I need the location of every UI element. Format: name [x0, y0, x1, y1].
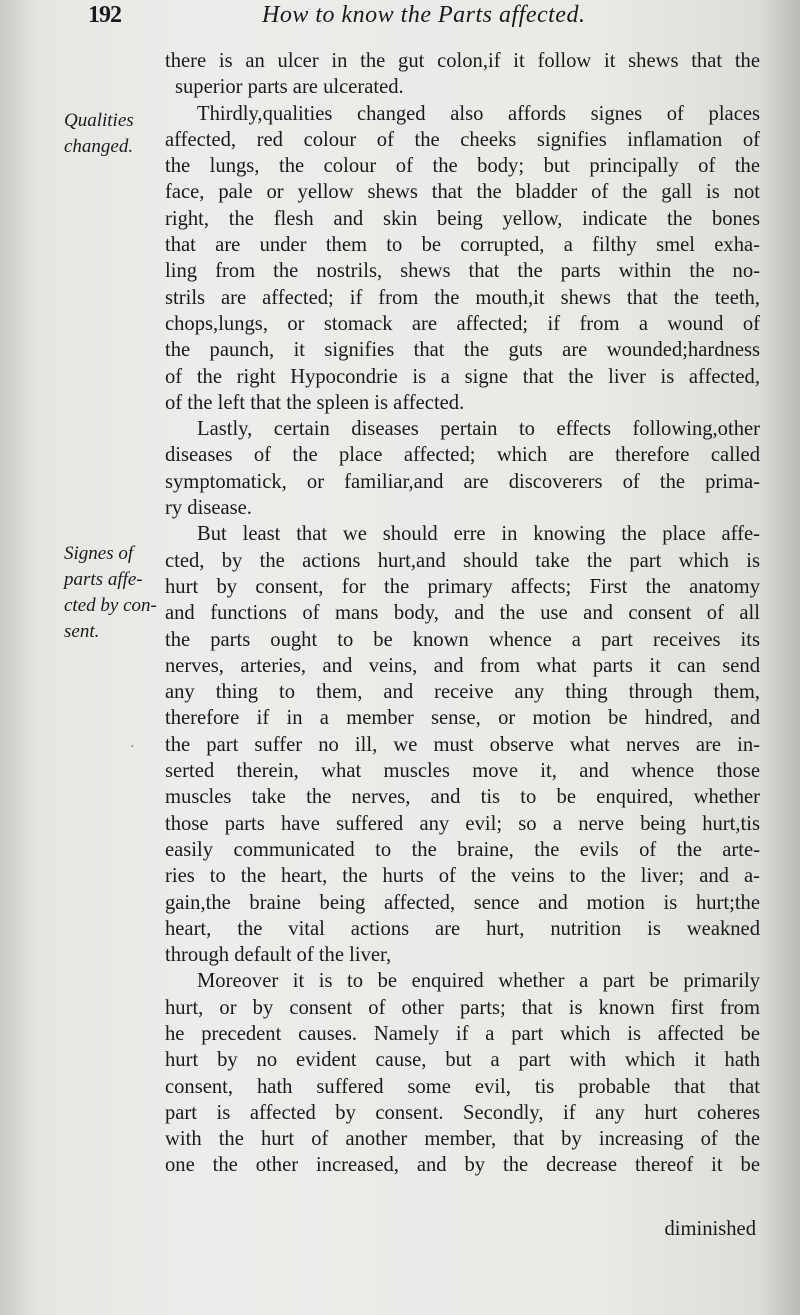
text-line: one the other increased, and by the decrease thereof it be [165, 1154, 760, 1177]
text-line: therefore if in a member sense, or motion be hindred, and [165, 707, 760, 730]
page-number: 192 [88, 2, 121, 28]
text-line: nerves, arteries, and veins, and from what parts it can send [165, 654, 760, 677]
text-line: there is an ulcer in the gut colon,if it follow it shews that the [165, 50, 760, 72]
margin-note-line: Signes of [64, 543, 134, 564]
text-line: of the right Hypocondrie is a signe that the liver is affected, [165, 365, 760, 388]
text-line: muscles take the nerves, and tis to be enquired, whether [165, 786, 760, 809]
text-line: the parts ought to be known whence a part receives its [165, 628, 760, 651]
text-line: the paunch, it signifies that the guts are wounded;hardness [165, 339, 760, 362]
text-line: chops,lungs, or stomack are affected; if from a wound of [165, 312, 760, 335]
text-line: easily communicated to the braine, the evils of the arte- [165, 838, 760, 861]
catchword: diminished [664, 1218, 756, 1240]
text-line: Thirdly,qualities changed also affords signes of places [197, 102, 760, 125]
text-line: the part suffer no ill, we must observe what nerves are in- [165, 733, 760, 756]
text-line: hurt, or by consent of other parts; that is known first from [165, 996, 760, 1019]
text-line: Lastly, certain diseases pertain to effects following,other [197, 418, 760, 441]
margin-note-signes-of-parts [64, 541, 164, 645]
text-line: symptomatick, or familiar,and are discoverers of the prima- [165, 470, 760, 493]
text-line: ry disease. [165, 497, 252, 520]
text-line: right, the flesh and skin being yellow, indicate the bones [165, 207, 760, 230]
text-line: with the hurt of another member, that by increasing of the [165, 1128, 760, 1151]
text-line: those parts have suffered any evil; so a nerve being hurt,tis [165, 812, 760, 835]
margin-note-line: parts affe- [64, 569, 143, 590]
text-line: that are under them to be corrupted, a filthy smel exha- [165, 234, 760, 257]
text-line: hurt by consent, for the primary affects; First the anatomy [165, 575, 760, 598]
margin-note-qualities-changed [64, 108, 164, 160]
text-line: any thing to them, and receive any thing through them, [165, 681, 760, 704]
margin-note-line: sent. [64, 621, 100, 642]
text-line: through default of the liver, [165, 944, 392, 967]
text-line: heart, the vital actions are hurt, nutrition is weakned [165, 917, 760, 940]
text-line: diseases of the place affected; which are therefore called [165, 444, 760, 467]
text-line: hurt by no evident cause, but a part with which it hath [165, 1049, 760, 1072]
text-line: serted therein, what muscles move it, and whence those [165, 760, 760, 783]
margin-note-line: changed. [64, 136, 134, 157]
text-line: But least that we should erre in knowing the place affe- [197, 523, 760, 546]
text-line: superior parts are ulcerated. [175, 76, 404, 99]
running-head: How to know the Parts affected. [262, 2, 586, 28]
text-line: and functions of mans body, and the use and consent of all [165, 602, 760, 625]
text-line: face, pale or yellow shews that the bladder of the gall is not [165, 181, 760, 204]
margin-mark: · [130, 740, 135, 755]
text-line: consent, hath suffered some evil, tis probable that that [165, 1075, 760, 1098]
text-line: cted, by the actions hurt,and should take the part which is [165, 549, 760, 572]
text-line: he precedent causes. Namely if a part which is affected be [165, 1022, 760, 1045]
margin-note-line: Qualities [64, 110, 134, 131]
text-line: gain,the braine being affected, sence and motion is hurt;the [165, 891, 760, 914]
text-line: Moreover it is to be enquired whether a part be primarily [197, 970, 760, 993]
text-line: ling from the nostrils, shews that the parts within the no- [165, 260, 760, 283]
text-line: ries to the heart, the hurts of the veins to the liver; and a- [165, 865, 760, 888]
text-line: of the left that the spleen is affected. [165, 391, 465, 414]
body-text [165, 48, 760, 1179]
text-line: affected, red colour of the cheeks signifies inflamation of [165, 128, 760, 151]
text-line: part is affected by consent. Secondly, if any hurt coheres [165, 1101, 760, 1124]
text-line: strils are affected; if from the mouth,it shews that the teeth, [165, 286, 760, 309]
text-line: the lungs, the colour of the body; but principally of the [165, 155, 760, 178]
margin-note-line: cted by con- [64, 595, 157, 616]
